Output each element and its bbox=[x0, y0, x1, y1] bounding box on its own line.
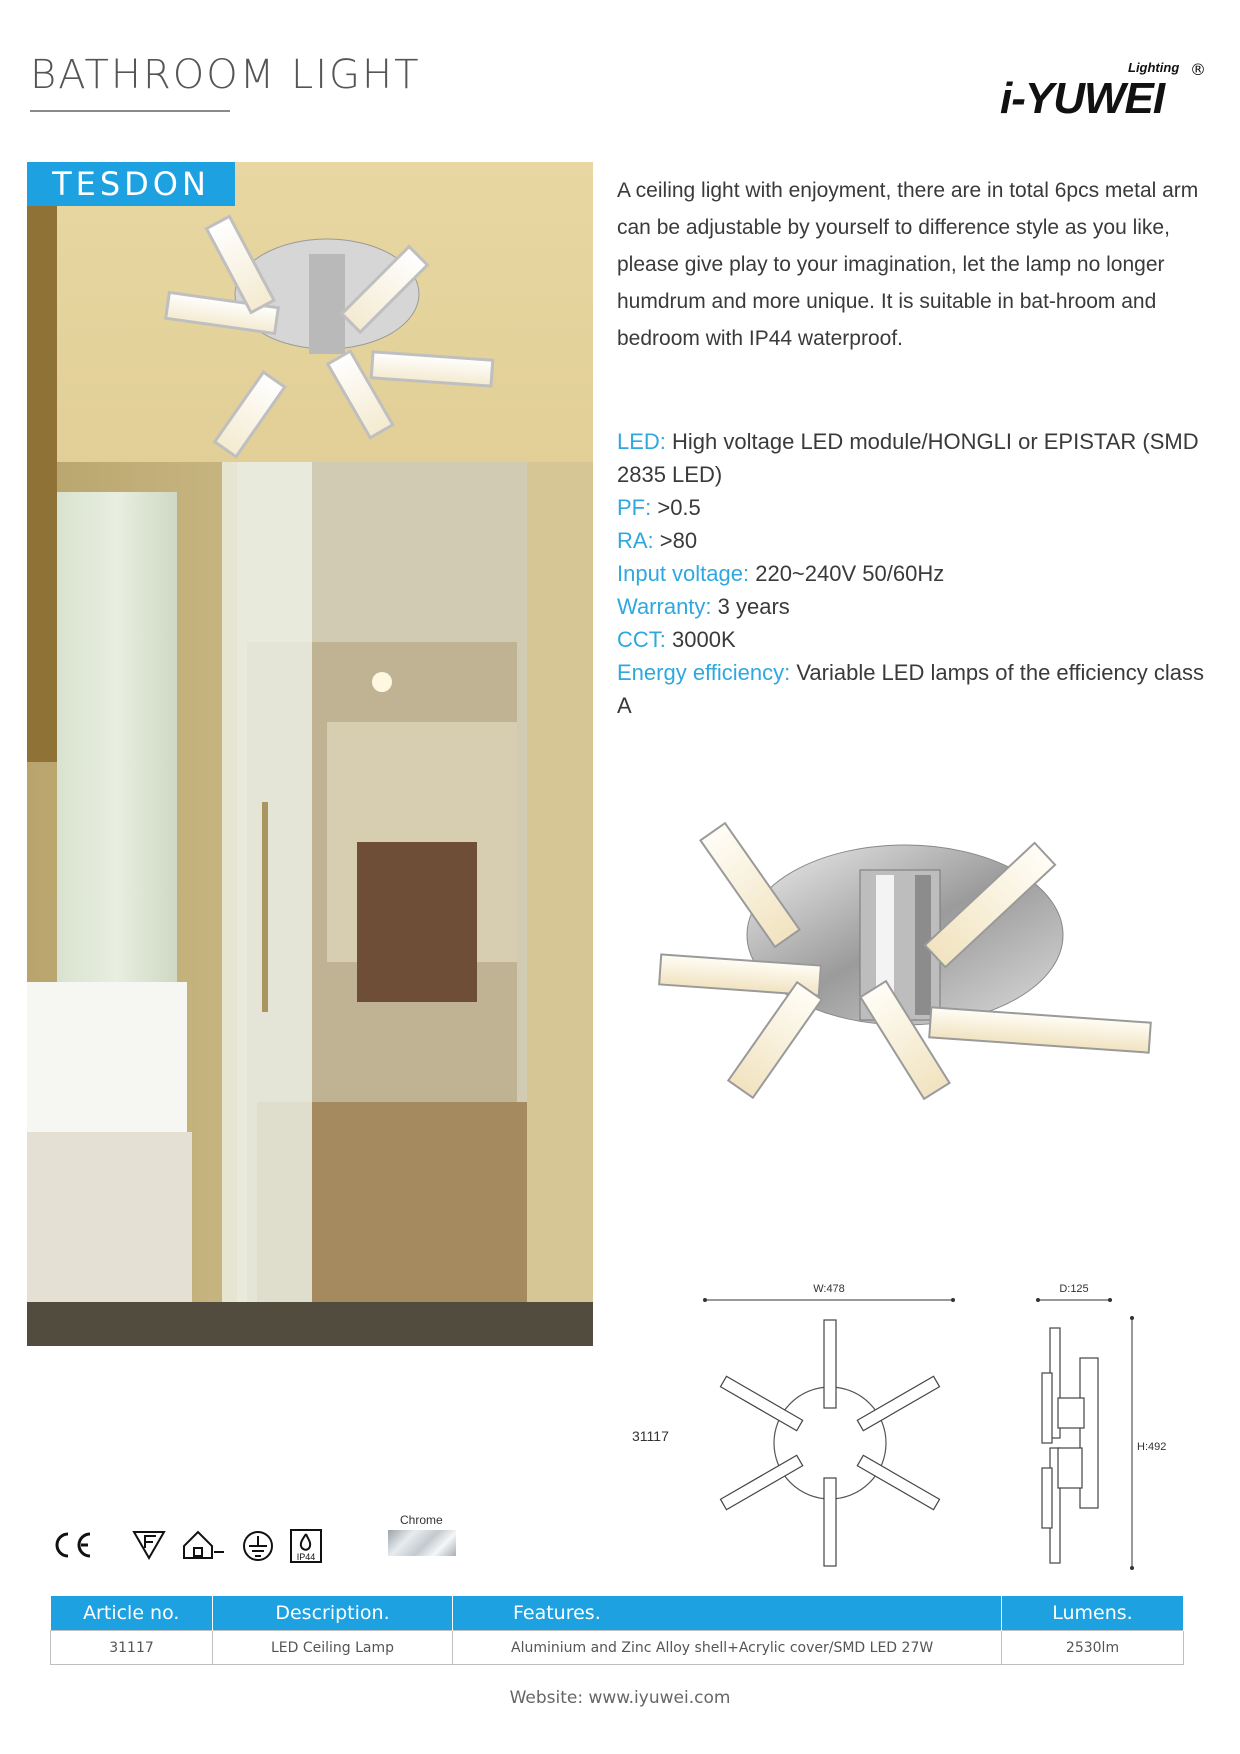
cell-description: LED Ceiling Lamp bbox=[213, 1631, 453, 1665]
table-row bbox=[51, 1631, 1184, 1665]
spec-ra bbox=[617, 524, 1222, 557]
spec-value: >0.5 bbox=[651, 495, 701, 520]
certification-icons bbox=[46, 1520, 366, 1570]
product-description: A ceiling light with enjoyment, there are in total 6pcs metal arm can be adjustable by yourself to difference style as you like, please give play to your imagination, let the lamp no longer humdrum and more unique. It is suitable in bat-hroom and bedroom with IP44 waterproof. bbox=[617, 179, 1199, 350]
earth-ground-icon bbox=[244, 1532, 272, 1560]
cell-features: Aluminium and Zinc Alloy shell+Acrylic cover/SMD LED 27W bbox=[453, 1631, 1002, 1665]
cell-article-no: 31117 bbox=[51, 1631, 213, 1665]
header-features: Features. bbox=[453, 1596, 1002, 1631]
spec-cct bbox=[617, 623, 1222, 656]
ce-mark-icon bbox=[57, 1534, 90, 1556]
brand-registered-mark: ® bbox=[1190, 60, 1206, 79]
page-title: BATHROOM LIGHT bbox=[30, 52, 421, 98]
spec-value: 220~240V 50/60Hz bbox=[749, 561, 945, 586]
spec-value: 3 years bbox=[711, 594, 790, 619]
ip-label: IP44 bbox=[296, 1552, 316, 1562]
spec-warranty bbox=[617, 590, 1222, 623]
spec-label: CCT: bbox=[617, 627, 666, 652]
spec-value: 3000K bbox=[665, 627, 736, 652]
header-description: Description. bbox=[213, 1596, 453, 1631]
product-render bbox=[640, 800, 1170, 1160]
spec-label: Energy efficiency: bbox=[617, 660, 791, 685]
table-header-row bbox=[51, 1596, 1184, 1631]
top-view-drawing bbox=[695, 1278, 965, 1573]
header-lumens: Lumens. bbox=[1002, 1596, 1184, 1631]
brand-logo bbox=[1000, 60, 1210, 123]
spec-input-voltage bbox=[617, 557, 1222, 590]
spec-label: Input voltage: bbox=[617, 561, 750, 586]
spec-label: LED: bbox=[617, 429, 666, 454]
ip44-drop-icon bbox=[291, 1530, 321, 1562]
chrome-finish-swatch bbox=[388, 1530, 456, 1556]
finish-label: Chrome bbox=[400, 1513, 443, 1527]
spec-label: PF: bbox=[617, 495, 652, 520]
side-view-drawing bbox=[1010, 1278, 1190, 1573]
header-article-no: Article no. bbox=[51, 1596, 213, 1631]
drawing-article-number: 31117 bbox=[632, 1428, 669, 1444]
spec-label: RA: bbox=[617, 528, 654, 553]
depth-dimension-label: D:125 bbox=[1059, 1283, 1089, 1295]
website-footer[interactable]: Website: www.iyuwei.com bbox=[509, 1688, 731, 1708]
title-divider bbox=[30, 110, 230, 112]
cell-lumens: 2530lm bbox=[1002, 1631, 1184, 1665]
spec-table bbox=[50, 1596, 1184, 1665]
brand-name: i-YUWEI bbox=[1000, 74, 1165, 123]
spec-value: Variable LED lamps of the efficiency class A bbox=[617, 660, 1204, 718]
spec-list bbox=[617, 425, 1222, 722]
spec-led bbox=[617, 425, 1222, 491]
spec-label: Warranty: bbox=[617, 594, 712, 619]
brand-sub: Lighting bbox=[1128, 60, 1180, 75]
height-dimension-label: H:492 bbox=[1137, 1441, 1167, 1453]
spec-energy-efficiency bbox=[617, 656, 1222, 722]
class-ii-house-icon bbox=[184, 1532, 224, 1558]
spec-pf bbox=[617, 491, 1222, 524]
width-dimension-label: W:478 bbox=[813, 1283, 845, 1295]
spec-value: High voltage LED module/HONGLI or EPISTAR (SMD 2835 LED) bbox=[617, 429, 1199, 487]
room-photo bbox=[27, 162, 593, 1346]
product-name-banner: TESDON bbox=[27, 162, 235, 206]
spec-value: >80 bbox=[653, 528, 698, 553]
f-mark-icon bbox=[134, 1532, 164, 1558]
